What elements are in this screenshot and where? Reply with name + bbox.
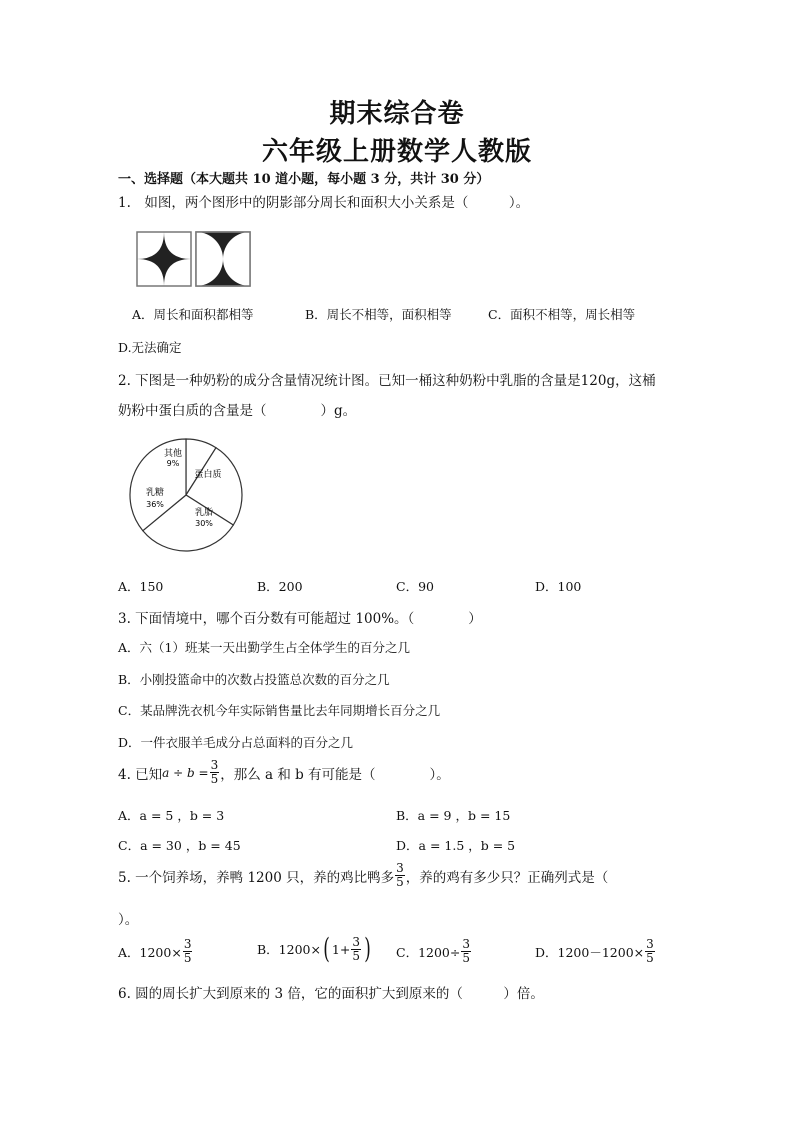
question-1-option-b[interactable]: B．周长不相等，面积相等 (305, 307, 452, 322)
fraction-denominator: 5 (183, 951, 192, 965)
option-b-inner: 1+ (331, 941, 351, 957)
section-heading: 一、选择题（本大题共 10 道小题，每小题 3 分，共计 30 分） (118, 172, 490, 187)
question-4-option-b[interactable]: B．a = 9 ，b = 15 (396, 808, 511, 823)
question-4-prefix: 4. 已知 (118, 766, 163, 783)
question-2-option-b[interactable]: B．200 (257, 579, 303, 594)
question-5-option-b[interactable] (257, 934, 373, 964)
right-paren: ) (364, 932, 371, 965)
question-4-option-d[interactable]: D．a = 1.5 ，b = 5 (396, 838, 516, 853)
question-5-text-a: 5. 一个饲养场，养鸭 1200 只，养的鸡比鸭多 (118, 869, 395, 886)
fraction-numerator: 3 (210, 758, 219, 772)
question-1-figures (136, 231, 252, 287)
question-2-text: 2. 下图是一种奶粉的成分含量情况统计图。已知一桶这种奶粉中乳脂的含量是 (118, 373, 581, 389)
question-5-text-b: ，养的鸡有多少只？正确列式是（ (405, 869, 609, 886)
fraction-denominator: 5 (352, 948, 360, 963)
fraction-denominator: 5 (210, 772, 219, 786)
option-d-fraction (645, 938, 655, 965)
question-5-line-1 (118, 862, 608, 889)
question-1-option-d[interactable]: D.无法确定 (118, 340, 182, 355)
question-2-amount: 120g (580, 373, 616, 389)
question-2-option-a[interactable]: A．150 (118, 579, 164, 594)
question-5-option-a[interactable] (118, 938, 193, 965)
question-4-expression: a ÷ b = (162, 765, 209, 780)
fraction-denominator: 5 (462, 951, 470, 965)
pie-label-other-pct: 9% (166, 459, 180, 468)
option-c-prefix: C．1200÷ (396, 944, 461, 960)
question-3-option-a[interactable]: A．六（1）班某一天出勤学生占全体学生的百分之几 (118, 640, 410, 655)
question-2-option-c[interactable]: C．90 (396, 579, 434, 594)
question-5-fraction (395, 862, 405, 889)
pie-label-lactose: 乳糖 (145, 488, 165, 498)
question-4-option-c[interactable]: C．a = 30 ，b = 45 (118, 838, 241, 853)
fraction-numerator: 3 (396, 861, 404, 875)
option-c-fraction (461, 938, 471, 965)
page-title: 期末综合卷 (329, 99, 465, 129)
figure-star-shape (137, 232, 191, 286)
fraction-numerator: 3 (183, 937, 192, 951)
question-4-line (118, 759, 450, 786)
question-5-option-d[interactable] (535, 938, 656, 965)
question-1-text: 1. 如图，两个图形中的阴影部分周长和面积大小关系是（ ）。 (118, 195, 530, 211)
option-b-prefix: B．1200× (257, 942, 321, 957)
option-a-fraction (183, 938, 193, 965)
question-2-option-d[interactable]: D．100 (535, 579, 582, 594)
option-a-prefix: A．1200× (118, 944, 182, 960)
fraction-denominator: 5 (396, 875, 404, 889)
question-5-line-2: ）。 (118, 912, 139, 928)
pie-label-lactose-pct: 36% (146, 500, 164, 509)
question-6-text: 6. 圆的周长扩大到原来的 3 倍，它的面积扩大到原来的（ ）倍。 (118, 986, 544, 1002)
left-paren: ( (323, 932, 330, 965)
question-3-option-b[interactable]: B．小刚投篮命中的次数占投篮总次数的百分之几 (118, 672, 390, 687)
question-3-option-c[interactable]: C．某品牌洗衣机今年实际销售量比去年同期增长百分之几 (118, 703, 441, 718)
pie-label-fat: 乳脂 (194, 508, 214, 518)
question-2-line-2: 奶粉中蛋白质的含量是（ ）g。 (118, 403, 357, 419)
question-3-text: 3. 下面情境中，哪个百分数有可能超过 100%。（ ） (118, 611, 482, 627)
fraction-numerator: 3 (646, 937, 654, 951)
question-3-option-d[interactable]: D．一件衣服羊毛成分占总面料的百分之几 (118, 735, 354, 750)
question-4-fraction (210, 759, 220, 786)
question-4-suffix: ，那么 a 和 b 有可能是（ ）。 (220, 766, 450, 783)
question-2-line-1 (118, 369, 656, 389)
page-subtitle: 六年级上册数学人教版 (261, 137, 532, 167)
option-b-fraction (351, 936, 361, 963)
pie-label-other: 其他 (163, 449, 183, 459)
fraction-numerator: 3 (462, 937, 470, 951)
question-2-text-end: ，这桶 (615, 373, 656, 389)
fraction-numerator: 3 (352, 934, 360, 949)
pie-label-protein: 蛋白质 (194, 470, 222, 480)
question-5-option-c[interactable] (396, 938, 472, 965)
question-1-option-c[interactable]: C．面积不相等，周长相等 (488, 307, 636, 322)
pie-label-fat-pct: 30% (195, 519, 213, 528)
question-1-option-a[interactable]: A．周长和面积都相等 (132, 307, 254, 322)
composition-pie-chart (128, 437, 244, 553)
option-d-prefix: D．1200－1200× (535, 944, 645, 960)
fraction-denominator: 5 (646, 951, 654, 965)
question-4-option-a[interactable]: A．a = 5 ，b = 3 (118, 808, 225, 823)
figure-hourglass-shape (196, 232, 250, 286)
